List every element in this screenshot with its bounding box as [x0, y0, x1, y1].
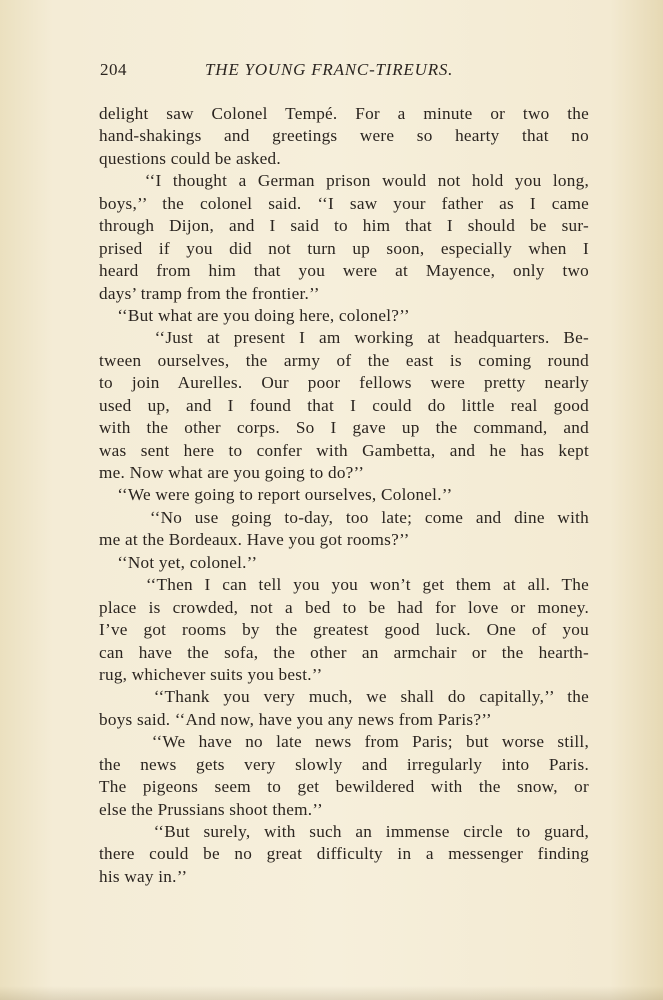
text-line: ‘‘But surely, with such an immense circle to guard,	[99, 822, 589, 841]
page-number: 204	[100, 60, 127, 79]
text-line: used up, and I found that I could do little real good	[99, 395, 589, 415]
text-line: ‘‘We have no late news from Paris; but worse still,	[99, 732, 589, 752]
text-line: The pigeons seem to get bewildered with the snow, or	[99, 777, 589, 797]
text-line: questions could be asked.	[99, 148, 281, 168]
text-line: ‘‘Just at present I am working at headquarters. Be-	[99, 328, 589, 348]
text-line: me at the Bordeaux. Have you got rooms?’’	[99, 530, 410, 550]
running-title: THE YOUNG FRANC-TIREURS.	[205, 60, 454, 79]
text-line: me. Now what are you going to do?’’	[99, 463, 365, 482]
text-line: rug, whichever suits you best.’’	[99, 664, 323, 684]
text-line: the news gets very slowly and irregularly into Paris.	[99, 754, 589, 774]
text-line: was sent here to confer with Gambetta, and he has kept	[99, 440, 589, 460]
text-line: there could be no great difficulty in a messenger finding	[99, 844, 589, 864]
body-text	[99, 103, 589, 888]
text-line: tween ourselves, the army of the east is coming round	[99, 350, 589, 370]
text-line: heard from him that you were at Mayence, only two	[99, 261, 589, 281]
text-line: can have the sofa, the other an armchair or the hearth-	[99, 642, 589, 662]
text-line: days’ tramp from the frontier.’’	[99, 283, 320, 303]
text-line: ‘‘But what are you doing here, colonel?’’	[99, 305, 410, 325]
text-line: ‘‘Thank you very much, we shall do capitally,’’ the	[99, 687, 589, 707]
page-edge-shadow	[0, 986, 663, 1000]
text-line: with the other corps. So I gave up the command, and	[99, 418, 589, 438]
text-line: delight saw Colonel Tempé. For a minute or two the	[99, 104, 589, 123]
text-line: hand-shakings and greetings were so hearty that no	[99, 126, 589, 146]
text-line: ‘‘No use going to-day, too late; come and dine with	[99, 507, 589, 527]
text-line: ‘‘Not yet, colonel.’’	[99, 552, 258, 572]
text-line: ‘‘We were going to report ourselves, Colonel.’’	[99, 485, 453, 505]
text-line: I’ve got rooms by the greatest good luck. One of you	[99, 620, 589, 640]
text-line: prised if you did not turn up soon, especially when I	[99, 238, 589, 258]
text-line: ‘‘I thought a German prison would not hold you long,	[99, 171, 589, 191]
text-line: to join Aurelles. Our poor fellows were pretty nearly	[99, 373, 589, 393]
page-header	[100, 60, 586, 84]
text-line: his way in.’’	[99, 866, 188, 886]
text-line: boys said. ‘‘And now, have you any news from Paris?’’	[99, 709, 492, 729]
text-line: else the Prussians shoot them.’’	[99, 799, 323, 819]
text-line: through Dijon, and I said to him that I should be sur-	[99, 216, 589, 236]
text-line: ‘‘Then I can tell you you won’t get them at all. The	[99, 575, 589, 595]
text-line: boys,’’ the colonel said. ‘‘I saw your father as I came	[99, 193, 589, 213]
text-line: place is crowded, not a bed to be had for love or money.	[99, 597, 589, 617]
